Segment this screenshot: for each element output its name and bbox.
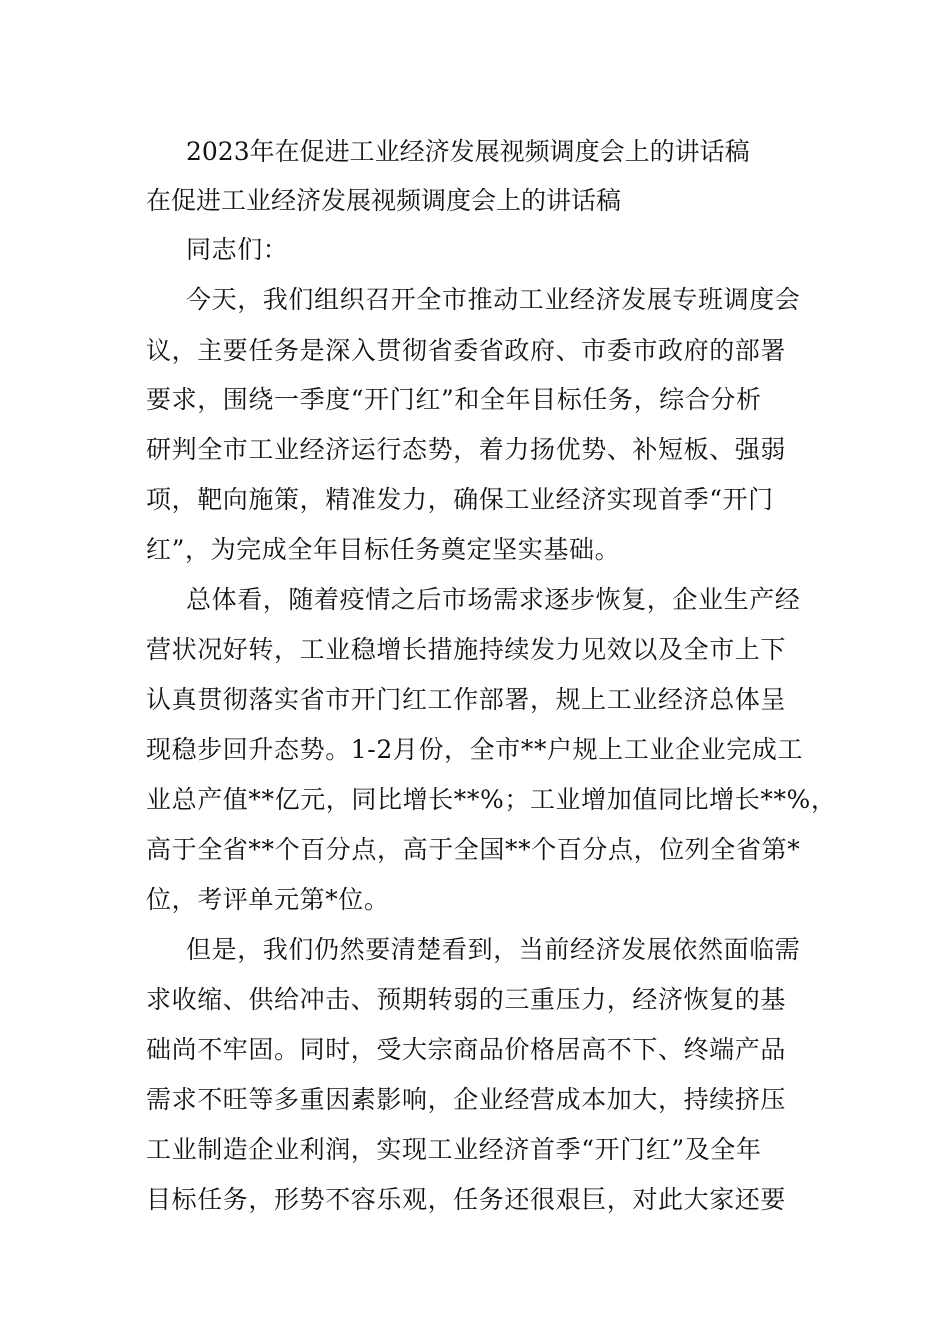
body-line: 高于全省**个百分点，高于全国**个百分点，位列全省第* xyxy=(146,835,801,864)
body-line: 研判全市工业经济运行态势，着力扬优势、补短板、强弱 xyxy=(146,435,787,464)
body-line: 认真贯彻落实省市开门红工作部署，规上工业经济总体呈 xyxy=(146,685,787,714)
body-line: 求收缩、供给冲击、预期转弱的三重压力，经济恢复的基 xyxy=(146,985,787,1014)
body-line: 红”，为完成全年目标任务奠定坚实基础。 xyxy=(146,535,621,564)
body-line: 础尚不牢固。同时，受大宗商品价格居高不下、终端产品 xyxy=(146,1035,787,1064)
body-line: 位，考评单元第*位。 xyxy=(146,885,390,914)
body-line: 今天，我们组织召开全市推动工业经济发展专班调度会 xyxy=(186,285,801,314)
body-line: 目标任务，形势不容乐观，任务还很艰巨，对此大家还要 xyxy=(146,1185,787,1214)
body-line: 需求不旺等多重因素影响，企业经营成本加大，持续挤压 xyxy=(146,1085,787,1114)
document-title: 2023年在促进工业经济发展视频调度会上的讲话稿 xyxy=(186,137,750,166)
body-line: 议，主要任务是深入贯彻省委省政府、市委市政府的部署 xyxy=(146,336,787,365)
body-line: 工业制造企业利润，实现工业经济首季“开门红”及全年 xyxy=(146,1135,762,1164)
salutation: 同志们： xyxy=(186,235,289,264)
body-line: 现稳步回升态势。1-2月份，全市**户规上工业企业完成工 xyxy=(146,735,804,764)
body-line: 业总产值**亿元，同比增长**%；工业增加值同比增长**%， xyxy=(146,785,837,814)
body-line: 但是，我们仍然要清楚看到，当前经济发展依然面临需 xyxy=(186,935,801,964)
body-line: 营状况好转，工业稳增长措施持续发力见效以及全市上下 xyxy=(146,635,787,664)
body-line: 项，靶向施策，精准发力，确保工业经济实现首季“开门 xyxy=(146,485,774,514)
body-line: 总体看，随着疫情之后市场需求逐步恢复，企业生产经 xyxy=(186,585,801,614)
body-line: 要求，围绕一季度“开门红”和全年目标任务，综合分析 xyxy=(146,385,762,414)
document-subtitle: 在促进工业经济发展视频调度会上的讲话稿 xyxy=(146,186,622,215)
